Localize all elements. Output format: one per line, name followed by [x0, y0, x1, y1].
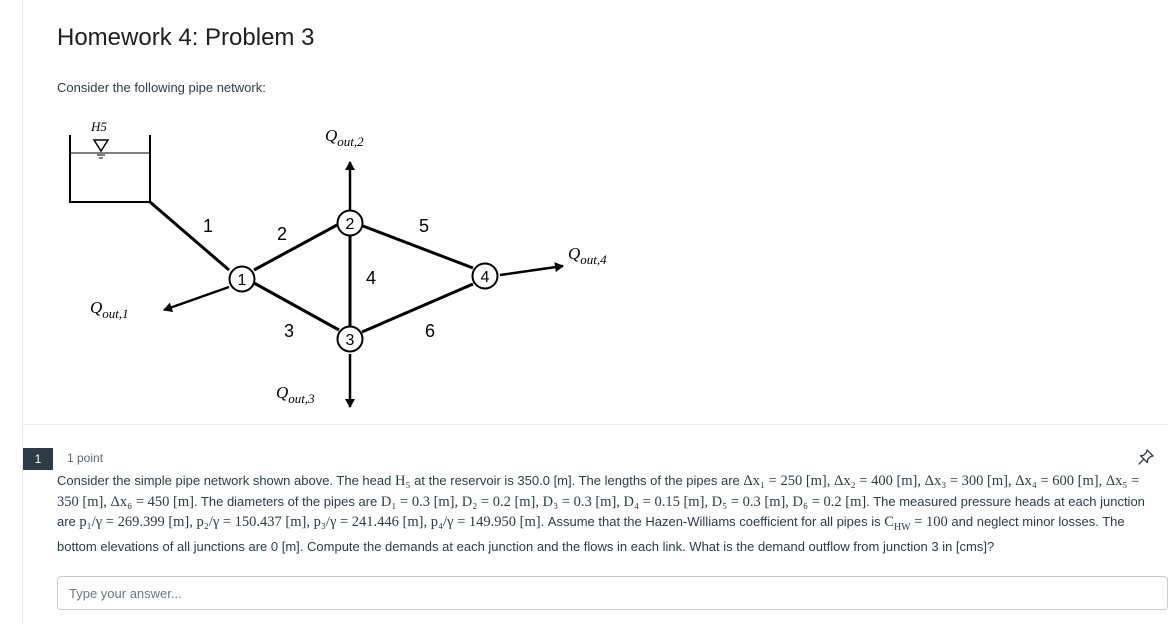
page-title: Homework 4: Problem 3 [57, 24, 315, 51]
question-number-badge: 1 [23, 448, 53, 470]
pipe-label-2: 2 [276, 224, 288, 244]
pipe-3 [254, 283, 339, 330]
answer-input[interactable] [57, 576, 1168, 610]
pipe-label-5: 5 [418, 216, 430, 236]
pipe-label-4: 4 [365, 268, 377, 288]
pipe-2 [254, 225, 337, 270]
junction-3 [338, 327, 363, 352]
math-chw: $C_{HW} = 100$ [884, 514, 948, 533]
pipe-label-3: 3 [283, 321, 295, 341]
pipe-label-1: 1 [202, 216, 214, 236]
outflow-label-2: $Q_{out,2}$ [325, 126, 364, 149]
question-text: Consider the simple pipe network shown above. The head H₅ at the reservoir is 350.0 [m]. The lengths of the pipes are Δx₁ = 250 [m], Δx₂ = 400 [m], Δx₃ = 300 [m], Δx₄ = 600 [m], Δx₅ = 350 [m], Δx₆ = 450 [m]. The diameters of the pipes are D₁ = 0.3 [m], D₂ = 0.2 [m], D₃ = 0.3 [m], D₄ = 0.15 [m], D₅ = 0.3 [m], D₆ = 0.2 [m]. The measured pressure heads at each junction are p₁/γ = 269.399 [m], p₂/γ = 150.437 [m], p₃/γ = 241.446 [m], p₄/γ = 149.950 [m]. Assume that the Hazen-Williams coefficient for all pipes is $C_{HW} = 100$ and neglect minor losses. The bottom elevations of all junctions are 0 [m]. Compute the demands at each junction and the flows in each link. What is the demand outflow from junction 3 in [cms]? [57, 473, 1145, 555]
outflow-arrow-4 [500, 266, 563, 275]
outflow-label-4: $Q_{out,4}$ [568, 244, 607, 267]
pipe-1 [150, 202, 229, 270]
svg-text:4: 4 [480, 269, 490, 286]
svg-text:1: 1 [237, 272, 247, 289]
question-points: 1 point [67, 451, 104, 465]
section-divider [23, 424, 1168, 425]
pin-icon[interactable] [1137, 448, 1155, 466]
outflow-label-3: $Q_{out,3}$ [276, 383, 315, 406]
pipe-network-diagram [60, 100, 660, 420]
svg-text:3: 3 [345, 332, 355, 349]
water-level-icon [94, 140, 108, 151]
reservoir [70, 119, 150, 202]
junction-2 [338, 211, 363, 236]
head-label: H5 [91, 119, 107, 134]
left-border [22, 0, 23, 624]
svg-text:2: 2 [345, 216, 355, 233]
pipe-label-6: 6 [424, 321, 436, 341]
junction-1 [230, 267, 255, 292]
pipe-6 [362, 284, 473, 332]
intro-text: Consider the following pipe network: [57, 80, 266, 95]
math-h5: H₅ [394, 473, 411, 489]
math-diameters: D₁ = 0.3 [m], D₂ = 0.2 [m], D₃ = 0.3 [m], D₄ = 0.15 [m], D₅ = 0.3 [m], D₆ = 0.2 [m] [380, 493, 867, 510]
math-lengths: Δx₁ = 250 [m], Δx₂ = 400 [m], Δx₃ = 300 [m], Δx₄ = 600 [m], Δx₅ = 350 [m], Δx₆ = 450 [m] [57, 473, 1140, 510]
outflow-arrow-1 [164, 287, 229, 310]
outflow-label-1: $Q_{out,1}$ [90, 298, 129, 321]
math-pressure-heads: p₁/γ = 269.399 [m], p₂/γ = 150.437 [m], p₃/γ = 241.446 [m], p₄/γ = 149.950 [m] [79, 514, 541, 530]
junction-4 [473, 264, 498, 289]
